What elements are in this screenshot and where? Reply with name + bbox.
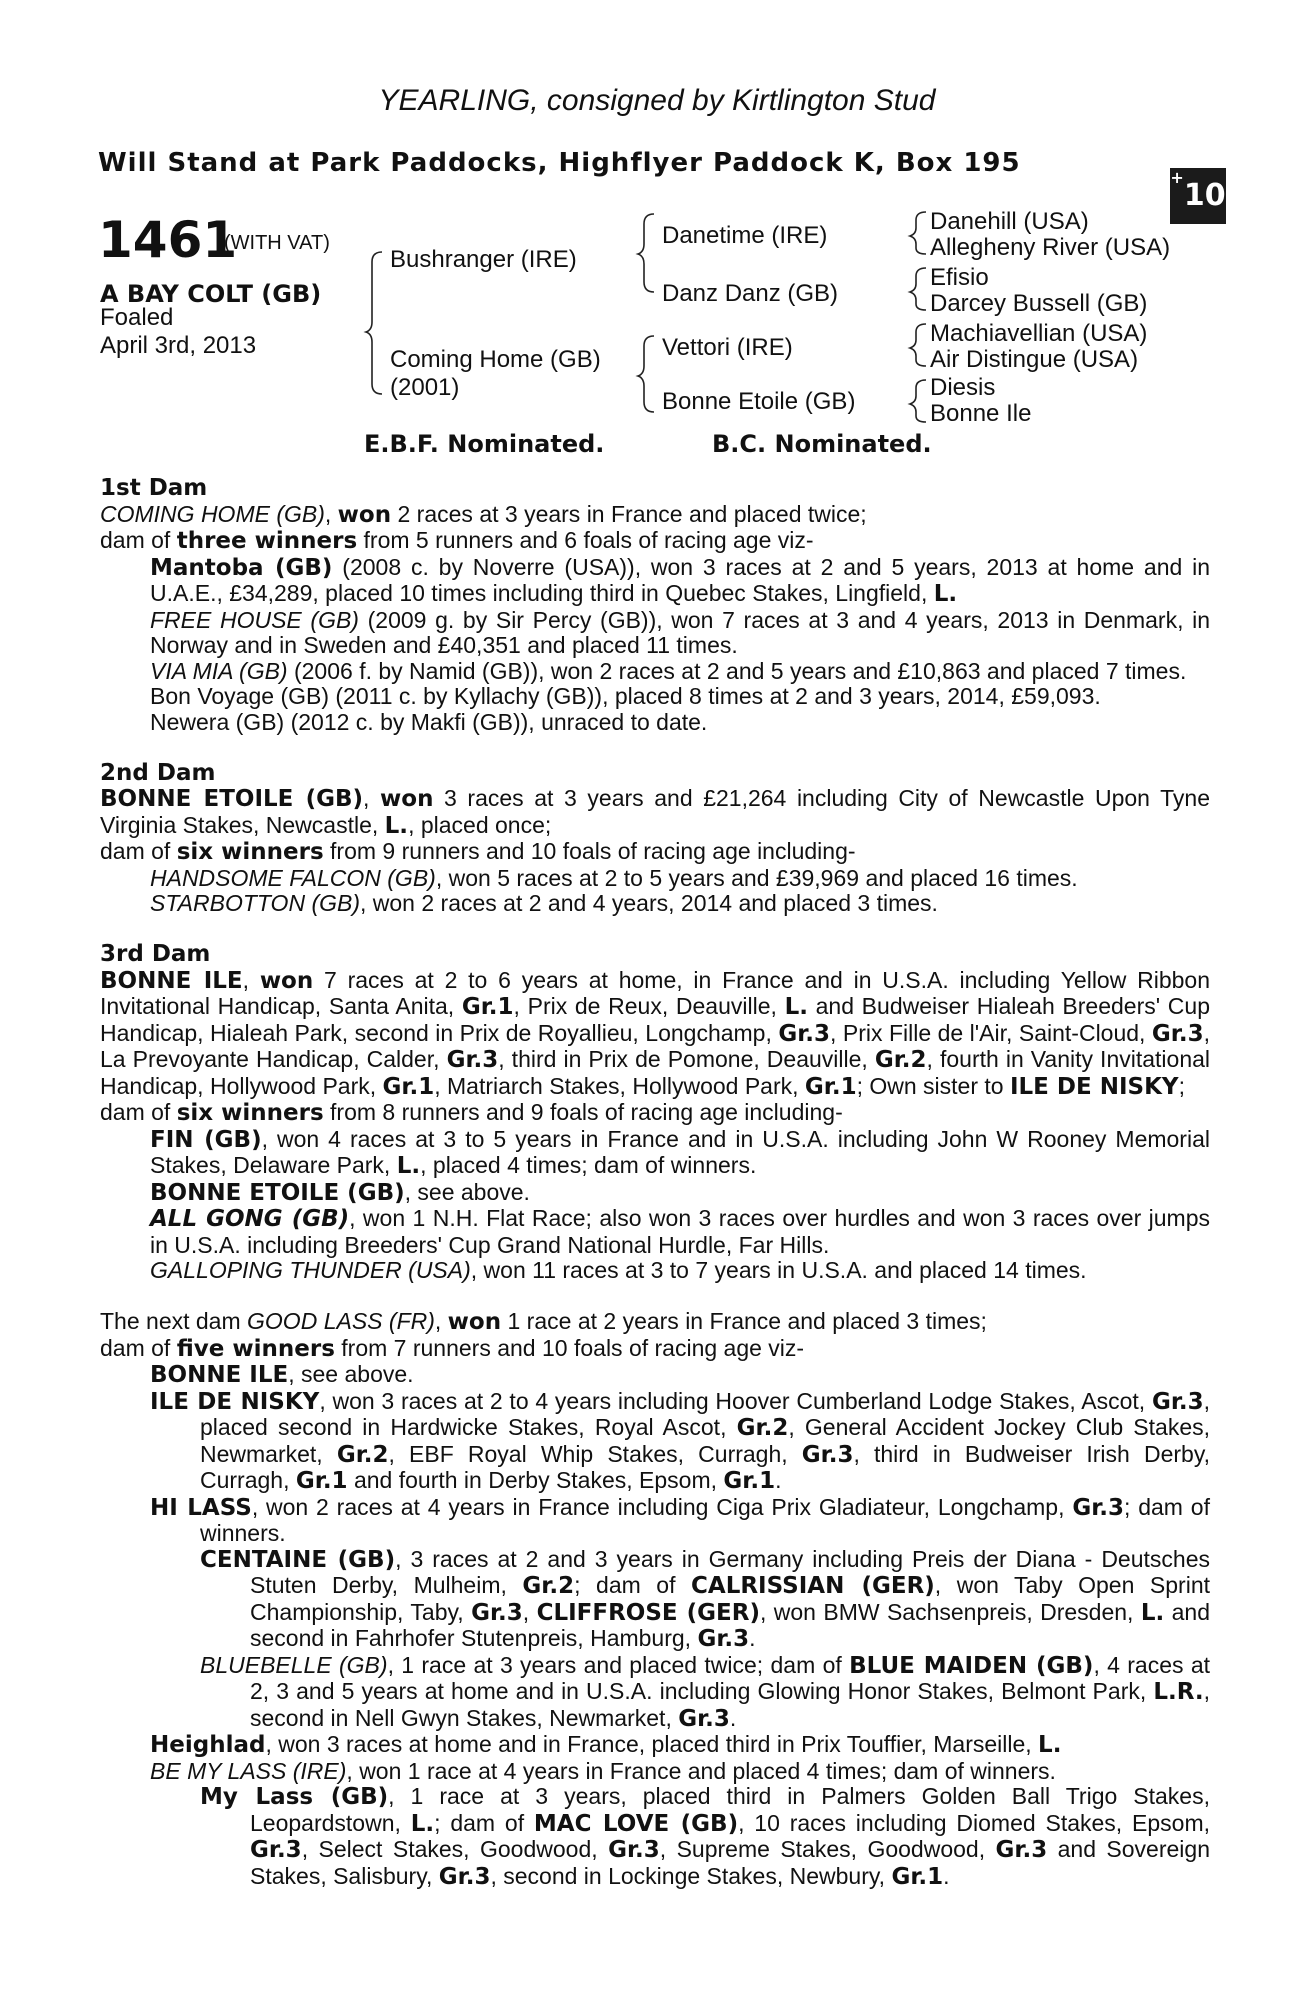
summary-prefix: dam of <box>100 1099 171 1125</box>
t: , third in Budweiser Irish Derby, Curragh, <box>200 1440 1210 1493</box>
t: . <box>943 1862 950 1889</box>
race-grade: Gr.2 <box>736 1415 789 1441</box>
produce-name: CALRISSIAN (GER) <box>691 1573 935 1599</box>
t: , won BMW Sachsenpreis, Dresden, <box>759 1598 1141 1625</box>
first-dam-summary <box>100 528 1210 555</box>
dam-name: BONNE ILE <box>100 967 243 994</box>
pedigree-g7: Diesis <box>930 374 996 401</box>
third-dam-summary <box>100 1100 1210 1127</box>
produce-be-my-lass <box>100 1759 1210 1785</box>
produce-handsome-falcon <box>100 866 1210 892</box>
pedigree-g5: Machiavellian (USA) <box>930 320 1148 347</box>
winners-count: five winners <box>176 1335 335 1362</box>
dam-name: COMING HOME (GB) <box>100 500 325 527</box>
race-grade: Gr.3 <box>446 1047 499 1073</box>
race-grade: Gr.3 <box>1151 1020 1204 1047</box>
produce-galloping-thunder <box>100 1258 1210 1284</box>
produce-record: (2008 c. by Noverre (USA)), won 3 races at 2 and 5 years, 2013 at home and in U.A.E., £34,289, placed 10 times including third in Quebec Stakes, Lingfield, <box>150 553 1211 606</box>
pedigree-dam-year: (2001) <box>390 374 460 401</box>
produce-heighlad <box>100 1732 1210 1759</box>
produce-name: VIA MIA (GB) <box>150 657 288 684</box>
t: and fourth in Derby Stakes, Epsom, <box>347 1467 724 1493</box>
t: , Select Stakes, Goodwood, <box>301 1836 609 1862</box>
produce-record: , won 2 races at 2 and 4 years, 2014 and placed 3 times. <box>360 890 938 916</box>
won-label: won <box>380 786 434 812</box>
badge-plus: + <box>1170 168 1184 187</box>
t: . <box>775 1467 782 1493</box>
t: , third in Prix de Pomone, Deauville, <box>498 1046 875 1072</box>
produce-mantoba <box>100 555 1210 608</box>
t: , 10 races including Diomed Stakes, Epsom, <box>738 1809 1210 1836</box>
pedigree-g4: Darcey Bussell (GB) <box>930 290 1148 317</box>
produce-name: GALLOPING THUNDER (USA) <box>150 1257 471 1283</box>
produce-record: , see above. <box>404 1178 530 1205</box>
sibling-name: ILE DE NISKY <box>1009 1073 1179 1100</box>
race-grade: Gr.3 <box>995 1837 1048 1863</box>
produce-name: BLUE MAIDEN (GB) <box>849 1652 1094 1679</box>
pedigree-dam-sire: Vettori (IRE) <box>662 334 793 361</box>
race-grade: Gr.1 <box>804 1073 857 1100</box>
race-grade: L. <box>1038 1732 1062 1758</box>
produce-fin <box>100 1127 1210 1180</box>
race-grade: L. <box>410 1810 435 1837</box>
produce-record: (2006 f. by Namid (GB)), won 2 races at 2 and 5 years and £10,863 and placed 7 times. <box>293 657 1187 684</box>
produce-name: ILE DE NISKY <box>150 1388 320 1415</box>
produce-name: BE MY LASS (IRE) <box>150 1757 347 1784</box>
race-grade: Gr.2 <box>874 1047 927 1073</box>
race-grade: L. <box>933 581 958 607</box>
t: ; dam of <box>434 1809 534 1836</box>
produce-name: HANDSOME FALCON (GB) <box>150 864 436 891</box>
t: and Budweiser Hialeah Breeders' Cup Handicap, Hialeah Park, second in Prix de Royallieu, Longchamp, <box>100 993 1210 1046</box>
t: , 1 race at 3 years, placed third in Palmers Golden Ball Trigo Stakes, Leopardstown, <box>250 1783 1210 1836</box>
produce-my-lass <box>100 1784 1210 1890</box>
t: ; dam of <box>574 1572 692 1598</box>
next-dam-summary <box>100 1336 1210 1363</box>
race-grade: Gr.3 <box>471 1599 523 1626</box>
produce-record-tail: , placed 4 times; dam of winners. <box>420 1152 757 1178</box>
produce-bonne-etoile <box>100 1180 1210 1207</box>
ebf-nominated: E.B.F. Nominated. <box>364 430 605 458</box>
race-grade: Gr.1 <box>891 1863 944 1890</box>
produce-name: Mantoba (GB) <box>150 554 333 581</box>
summary-prefix: dam of <box>100 1334 171 1361</box>
produce-name: BONNE ILE <box>150 1362 289 1388</box>
t: , won Taby Open Sprint Championship, Taby, <box>250 1572 1211 1625</box>
t: ; Own sister to <box>856 1072 1010 1099</box>
t: , won 1 race at 4 years in France and placed 4 times; dam of winners. <box>346 1757 1056 1784</box>
race-grade: L. <box>1140 1599 1165 1626</box>
t: ; dam of winners. <box>200 1493 1210 1546</box>
race-grade: Gr.3 <box>801 1441 854 1468</box>
summary-prefix: dam of <box>100 838 171 864</box>
produce-record: , won 4 races at 3 to 5 years in France and in U.S.A. including John W Rooney Memorial Stakes, Delaware Park, <box>150 1125 1210 1178</box>
t: , EBF Royal Whip Stakes, Curragh, <box>388 1440 802 1467</box>
t: , <box>522 1598 537 1625</box>
badge-value: 10 <box>1183 178 1226 213</box>
lot-vat: (WITH VAT) <box>224 232 330 254</box>
dam-record: 3 races at 3 years and £21,264 including City of Newcastle Upon Tyne Virginia Stakes, Newcastle, <box>100 785 1210 838</box>
produce-bluebelle <box>100 1653 1210 1733</box>
produce-name: STARBOTTON (GB) <box>150 890 360 916</box>
summary-rest: from 8 runners and 9 foals of racing age including- <box>330 1099 843 1125</box>
dam-record: 1 race at 2 years in France and placed 3 times; <box>507 1308 987 1334</box>
foaled-label: Foaled <box>100 304 174 331</box>
pedigree-g1: Danehill (USA) <box>930 208 1089 235</box>
t: , placed second in Hardwicke Stakes, Royal Ascot, <box>200 1387 1211 1440</box>
race-grade: Gr.2 <box>522 1573 575 1599</box>
produce-all-gong <box>100 1206 1210 1258</box>
t: , won 3 races at 2 to 4 years including Hoover Cumberland Lodge Stakes, Ascot, <box>319 1387 1152 1414</box>
won-label: won <box>259 967 314 994</box>
produce-ile-de-nisky <box>100 1389 1210 1495</box>
t: , Matriarch Stakes, Hollywood Park, <box>434 1072 805 1099</box>
race-grade: Gr.1 <box>382 1073 435 1100</box>
race-grade: Gr.3 <box>778 1020 831 1047</box>
t: , fourth in Vanity Invitational Handicap, Hollywood Park, <box>100 1046 1211 1099</box>
produce-name: My Lass (GB) <box>200 1784 389 1810</box>
race-grade: Gr.3 <box>697 1626 750 1652</box>
t: , General Accident Jockey Club Stakes, Newmarket, <box>200 1414 1210 1467</box>
foaled-date: April 3rd, 2013 <box>100 332 257 359</box>
produce-record: (2009 g. by Sir Percy (GB)), won 7 races at 3 and 4 years, 2013 in Denmark, in Norway and in Sweden and £40,351 and placed 11 times. <box>150 606 1211 658</box>
produce-hi-lass <box>100 1495 1210 1547</box>
race-grade: Gr.3 <box>608 1837 660 1863</box>
produce-record: , won 1 N.H. Flat Race; also won 3 races over hurdles and won 3 races over jumps in U.S.A. including Breeders' Cup Grand National Hurdle, Far Hills. <box>150 1205 1210 1258</box>
produce-bon-voyage: Bon Voyage (GB) (2011 c. by Kyllachy (GB)), placed 8 times at 2 and 3 years, 2014, £59,093. <box>150 683 1101 709</box>
t: . <box>749 1625 756 1651</box>
lot-number: 1461 <box>98 211 238 269</box>
produce-record: , won 11 races at 3 to 7 years in U.S.A. and placed 14 times. <box>470 1257 1087 1283</box>
t: , Supreme Stakes, Goodwood, <box>659 1836 996 1862</box>
pedigree-sire: Bushranger (IRE) <box>390 246 577 273</box>
t: 7 races at 2 to 6 years at home, in France and in U.S.A. including Yellow Ribbon Invitational Handicap, Santa Anita, <box>100 966 1211 1019</box>
race-grade: L. <box>384 812 409 839</box>
t: and Sovereign Stakes, Salisbury, <box>250 1836 1210 1889</box>
second-dam-summary <box>100 839 1210 866</box>
dam-name: BONNE ETOILE (GB) <box>100 786 364 812</box>
produce-via-mia <box>100 659 1210 685</box>
produce-name: HI LASS <box>150 1494 252 1521</box>
third-dam-line <box>100 968 1210 1101</box>
produce-starbotton <box>100 891 1210 917</box>
produce-record: , won 5 races at 2 to 5 years and £39,969 and placed 16 times. <box>435 864 1078 891</box>
t: , La Prevoyante Handicap, Calder, <box>100 1019 1210 1072</box>
race-grade: Gr.3 <box>250 1837 302 1863</box>
race-grade: L. <box>784 994 808 1020</box>
winners-count: six winners <box>176 839 324 865</box>
produce-newera: Newera (GB) (2012 c. by Makfi (GB)), unraced to date. <box>150 708 708 735</box>
summary-rest: from 5 runners and 6 foals of racing age viz- <box>363 527 814 553</box>
pedigree-sire-sire: Danetime (IRE) <box>662 222 828 249</box>
race-grade: Gr.3 <box>1151 1388 1204 1415</box>
produce-record: , see above. <box>288 1361 414 1387</box>
won-label: won <box>337 501 392 528</box>
dam-record: 2 races at 3 years in France and placed twice; <box>397 500 867 527</box>
race-grade: Gr.1 <box>461 994 514 1020</box>
produce-name: FIN (GB) <box>150 1126 262 1153</box>
third-dam-heading: 3rd Dam <box>100 941 211 967</box>
bc-nominated: B.C. Nominated. <box>712 430 932 458</box>
pedigree-g6: Air Distingue (USA) <box>930 346 1139 373</box>
race-grade: L.R. <box>1153 1679 1204 1705</box>
t: , Prix de Reux, Deauville, <box>513 993 785 1019</box>
race-grade: Gr.3 <box>1072 1494 1124 1521</box>
produce-name: CENTAINE (GB) <box>200 1546 396 1573</box>
t: , won 3 races at home and in France, placed third in Prix Touffier, Marseille, <box>265 1731 1039 1757</box>
catalogue-body <box>100 476 1210 1890</box>
winners-count: six winners <box>176 1100 324 1126</box>
produce-name: BLUEBELLE (GB) <box>200 1651 388 1678</box>
first-dam-line: COMING HOME (GB), won 2 races at 3 years in France and placed twice; <box>100 500 867 528</box>
pedigree-dam-dam: Bonne Etoile (GB) <box>662 388 856 415</box>
pedigree-sire-dam: Danz Danz (GB) <box>662 280 839 307</box>
t: , <box>242 966 260 993</box>
produce-name: BONNE ETOILE (GB) <box>150 1179 405 1206</box>
t: , second in Lockinge Stakes, Newbury, <box>490 1862 892 1889</box>
produce-name: FREE HOUSE (GB) <box>150 606 359 633</box>
produce-free-house <box>100 608 1210 659</box>
dam-record-tail: , placed once; <box>408 811 552 838</box>
summary-rest: from 9 runners and 10 foals of racing age including- <box>330 838 856 864</box>
race-grade: Gr.1 <box>295 1468 348 1494</box>
dam-name: GOOD LASS (FR) <box>247 1308 435 1334</box>
t: and second in Fahrhofer Stutenpreis, Hamburg, <box>250 1598 1211 1651</box>
produce-name: CLIFFROSE (GER) <box>536 1599 760 1626</box>
stand-location: Will Stand at Park Paddocks, Highflyer Paddock K, Box 195 <box>98 148 1021 178</box>
race-grade: Gr.2 <box>336 1441 389 1468</box>
next-dam-line: The next dam GOOD LASS (FR), won 1 race at 2 years in France and placed 3 times; <box>100 1308 987 1335</box>
first-dam-heading: 1st Dam <box>100 475 208 501</box>
summary-prefix: dam of <box>100 527 171 553</box>
t: , 1 race at 3 years and placed twice; dam of <box>387 1651 850 1678</box>
winners-count: three winners <box>176 528 358 554</box>
race-grade: Gr.3 <box>438 1863 491 1890</box>
produce-centaine <box>100 1547 1210 1653</box>
horse-description: A BAY COLT (GB) <box>100 280 322 308</box>
race-grade: Gr.1 <box>723 1468 776 1494</box>
produce-name: Heighlad <box>150 1732 266 1758</box>
pedigree-g2: Allegheny River (USA) <box>930 234 1171 261</box>
won-label: won <box>447 1309 502 1335</box>
page-title: YEARLING, consigned by Kirtlington Stud <box>378 84 936 117</box>
t: , Prix Fille de l'Air, Saint-Cloud, <box>830 1019 1152 1046</box>
pedigree-g3: Efisio <box>930 264 989 291</box>
race-grade: L. <box>396 1153 421 1179</box>
t: , 3 races at 2 and 3 years in Germany including Preis der Diana - Deutsches Stuten Derby, Mulheim, <box>250 1545 1210 1598</box>
t: The next dam <box>100 1308 241 1334</box>
pedigree-g8: Bonne Ile <box>930 400 1032 427</box>
t: , 4 races at 2, 3 and 5 years at home and in U.S.A. including Glowing Honor Stakes, Belmont Park, <box>250 1651 1210 1704</box>
race-grade: Gr.3 <box>678 1705 730 1732</box>
produce-name: ALL GONG (GB) <box>150 1206 350 1232</box>
produce-name: MAC LOVE (GB) <box>533 1810 739 1837</box>
pedigree-dam: Coming Home (GB) <box>390 346 601 373</box>
t: ; <box>1178 1072 1185 1099</box>
summary-rest: from 7 runners and 10 foals of racing age viz- <box>341 1334 805 1361</box>
produce-bonne-ile <box>100 1362 1210 1389</box>
second-dam-line: BONNE ETOILE (GB), won 3 races at 3 years and £21,264 including City of Newcastle Upon Tyne Virginia Stakes, Newcastle, L., placed once; <box>100 785 1210 839</box>
second-dam-heading: 2nd Dam <box>100 759 216 786</box>
t: , second in Nell Gwyn Stakes, Newmarket, <box>250 1678 1210 1731</box>
t: . <box>729 1704 737 1731</box>
t: , won 2 races at 4 years in France including Ciga Prix Gladiateur, Longchamp, <box>251 1493 1073 1520</box>
